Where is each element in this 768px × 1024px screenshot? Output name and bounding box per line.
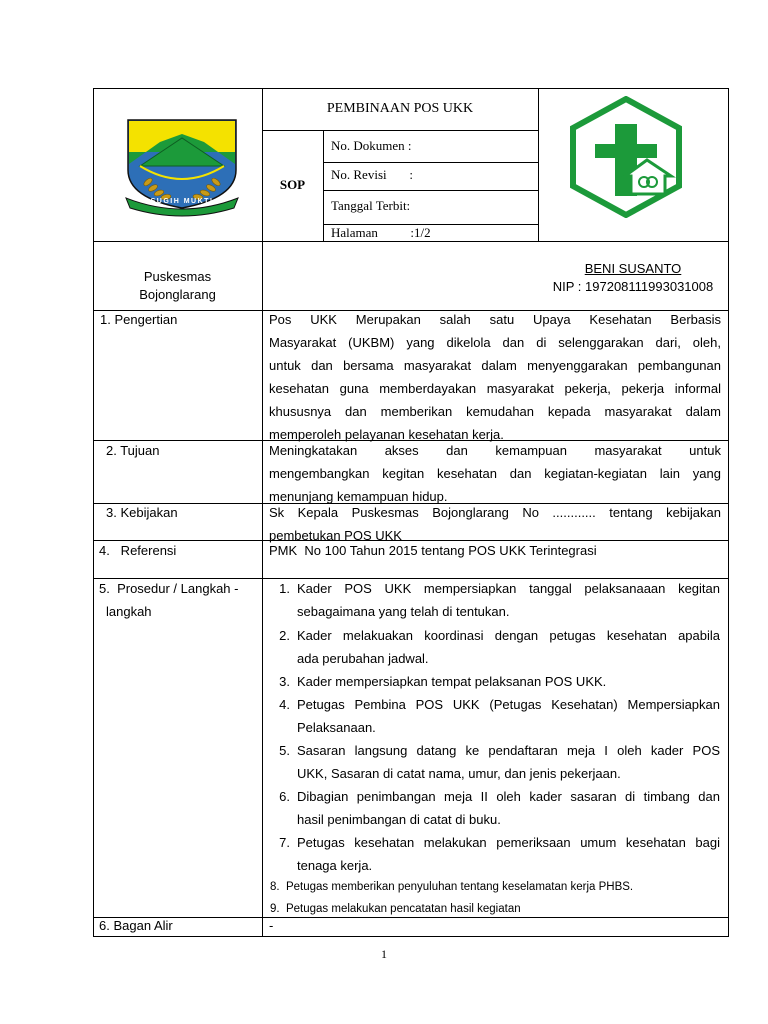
prosedur-label-line-1: 5. Prosedur / Langkah - xyxy=(99,581,239,596)
document-title: PEMBINAAN POS UKK xyxy=(326,101,474,116)
section-label-bagan: 6. Bagan Alir xyxy=(99,918,173,933)
step-line: Dibagian penimbangan meja II oleh kader sasaran di timbang dan xyxy=(297,789,720,804)
page-number: 1 xyxy=(381,947,387,961)
signer-block xyxy=(538,260,728,296)
meta-doc-number: No. Dokumen : xyxy=(331,138,412,153)
step-line: UKK, Sasaran di catat nama, umur, dan jenis pekerjaan. xyxy=(297,766,621,781)
meta-issue-date: Tanggal Terbit: xyxy=(331,198,411,213)
section-label-tujuan: 2. Tujuan xyxy=(106,443,160,458)
pengertian-line: memperoleh pelayanan kesehatan kerja. xyxy=(269,427,504,442)
step-number: 6. xyxy=(279,789,290,804)
pengertian-line: kesehatan guna memberdayakan masyarakat pekerja, pekerja informal xyxy=(269,381,721,396)
signer-name: BENI SUSANTO xyxy=(584,261,682,276)
logo-motto: SUGIH MUKTI xyxy=(150,198,214,205)
pengertian-line: untuk dan bersama masyarakat dalam menyenggarakan pembangunan xyxy=(269,358,721,373)
institution-line-2: Bojonglarang xyxy=(139,287,216,302)
puskesmas-logo xyxy=(567,96,685,218)
list-item: 9. Petugas melakukan pencatatan hasil kegiatan xyxy=(270,903,521,915)
step-line: hasil penimbangan di catat di buku. xyxy=(297,812,501,827)
list-item: 8. Petugas memberikan penyuluhan tentang keselamatan kerja PHBS. xyxy=(270,881,634,893)
kebijakan-line: pembetukan POS UKK xyxy=(269,528,402,543)
step-number: 4. xyxy=(279,697,290,712)
section-label-kebijakan: 3. Kebijakan xyxy=(106,505,178,520)
step-text xyxy=(297,785,720,831)
prosedur-label-line-2: langkah xyxy=(106,604,152,619)
meta-revision: No. Revisi : xyxy=(331,167,413,182)
step-text xyxy=(297,739,720,785)
section-label-referensi: 4. Referensi xyxy=(99,543,177,558)
tujuan-line: Meningkatakan akses dan kemampuan masyarakat untuk xyxy=(269,443,721,458)
step-number: 3. xyxy=(279,674,290,689)
section-label-prosedur xyxy=(99,577,259,623)
step-text xyxy=(297,693,720,739)
section-body-bagan: - xyxy=(269,918,274,933)
step-text xyxy=(297,831,720,877)
kebijakan-line: Sk Kepala Puskesmas Bojonglarang No ............ tentang kebijakan xyxy=(269,505,721,520)
step-line: Petugas kesehatan melakukan pemeriksaan umum kesehatan bagi xyxy=(297,835,720,850)
institution-line-1: Puskesmas xyxy=(143,269,212,284)
step-line: Kader mempersiapkan tempat pelaksanan POS UKK. xyxy=(297,674,607,689)
step-number: 5. xyxy=(279,743,290,758)
step-line: Kader melakuakan koordinasi dengan petugas kesehatan apabila xyxy=(297,628,720,643)
step-line: Petugas Pembina POS UKK (Petugas Kesehatan) Mempersiapkan xyxy=(297,697,720,712)
prosedur-steps xyxy=(270,577,722,917)
step-line: Sasaran langsung datang ke pendaftaran meja I oleh kader POS xyxy=(297,743,720,758)
step-number: 2. xyxy=(279,628,290,643)
pengertian-line: Pos UKK Merupakan salah satu Upaya Kesehatan Berbasis xyxy=(269,312,721,327)
step-line: sebagaimana yang telah di tentukan. xyxy=(297,604,510,619)
section-label-pengertian: 1. Pengertian xyxy=(100,312,178,327)
tujuan-line: menunjang kemampuan hidup. xyxy=(269,489,448,504)
tujuan-line: mengembangkan kegitan kesehatan dan kegiatan-kegiatan lain yang xyxy=(269,466,721,481)
step-line: Pelaksanaan. xyxy=(297,720,376,735)
step-number: 7. xyxy=(279,835,290,850)
section-body-tujuan xyxy=(269,439,721,508)
sop-label: SOP xyxy=(279,177,306,192)
meta-page: Halaman :1/2 xyxy=(331,225,431,240)
signer-nip: NIP : 197208111993031008 xyxy=(552,279,714,294)
step-text xyxy=(297,624,720,670)
regency-logo xyxy=(120,112,244,218)
pengertian-line: khususnya dan memberikan kemudahan kepada masyarakat dalam xyxy=(269,404,721,419)
step-line: Kader POS UKK mempersiapkan tanggal pelaksanaaan kegitan xyxy=(297,581,720,596)
institution-name xyxy=(93,268,262,304)
section-body-pengertian xyxy=(269,308,721,446)
step-number: 1. xyxy=(279,581,290,596)
step-line: ada perubahan jadwal. xyxy=(297,651,429,666)
step-line: tenaga kerja. xyxy=(297,858,373,873)
step-text xyxy=(297,670,720,693)
pengertian-line: Masyarakat (UKBM) yang dikelola dan di selenggarakan dari, oleh, xyxy=(269,335,721,350)
step-text xyxy=(297,577,720,623)
section-body-referensi: PMK No 100 Tahun 2015 tentang POS UKK Terintegrasi xyxy=(269,543,597,558)
